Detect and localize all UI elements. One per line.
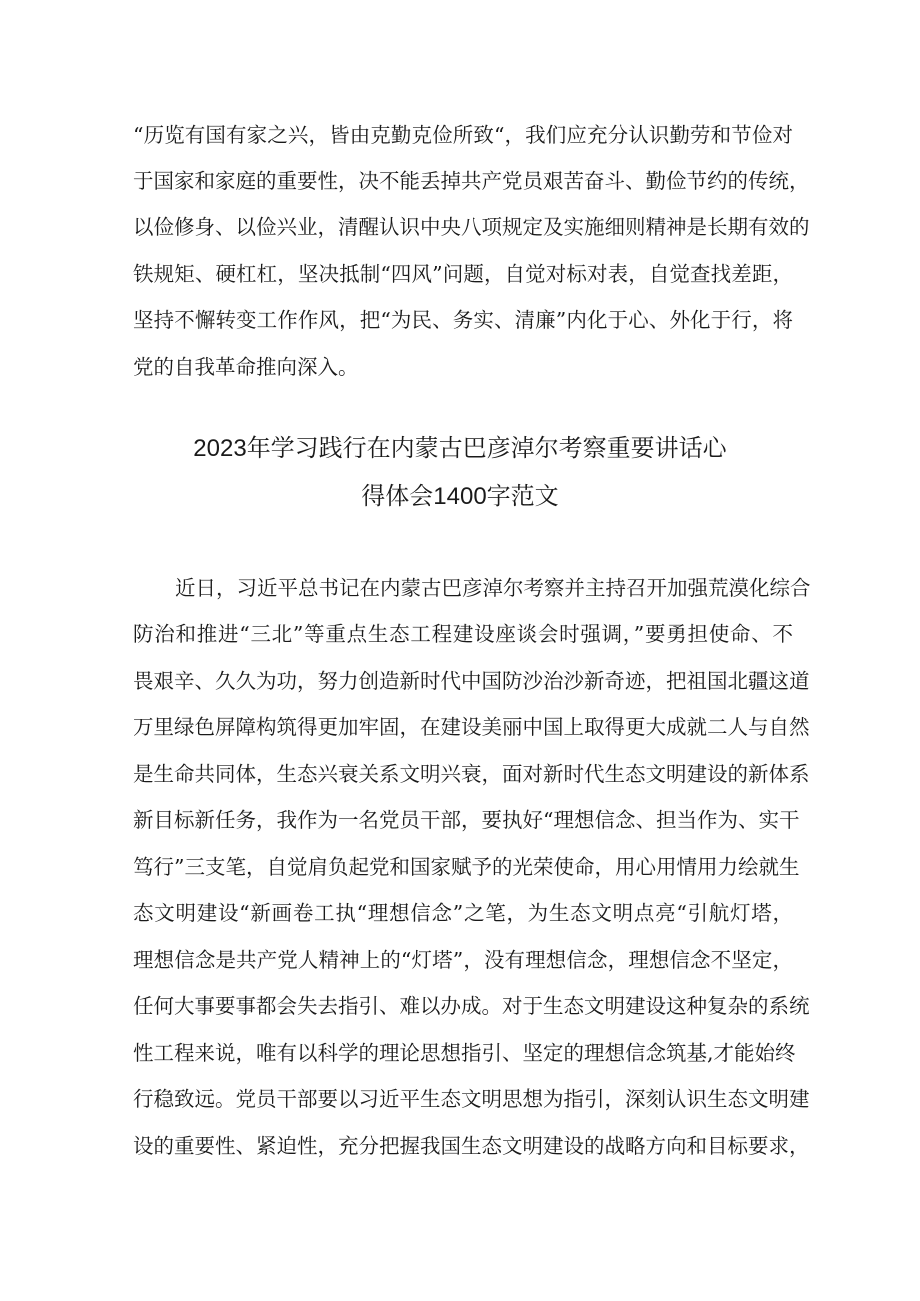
title-line-2: 得体会1400字范文 [361,483,559,510]
text-line: 畏艰辛、久久为功，努力创造新时代中国防沙治沙新奇迹，把祖国北疆这道 [133,669,810,693]
text-line: 理想信念是共产党人精神上的“灯塔”，没有理想信念，理想信念不坚定， [133,948,793,972]
text-line: 新目标新任务，我作为一名党员干部，要执好“理想信念、担当作为、实干 [133,808,800,832]
text-line: 笃行”三支笔，自觉肩负起党和国家赋予的光荣使命，用心用情用力绘就生 [133,855,800,879]
title-line-1: 2023年学习践行在内蒙古巴彦淖尔考察重要讲话心 [193,435,727,462]
text-line: 坚持不懈转变工作作风，把“为民、务实、清廉”内化于心、外化于行，将 [133,308,793,332]
text-line: 铁规矩、硬杠杠，坚决抵制“四风”问题，自觉对标对表，自觉查找差距， [133,262,793,286]
text-line: 以俭修身、以俭兴业，清醒认识中央八项规定及实施细则精神是长期有效的 [133,215,810,239]
text-line: 近日，习近平总书记在内蒙古巴彦淖尔考察并主持召开加强荒漠化综合 [175,576,811,600]
text-line: 行稳致远。党员干部要以习近平生态文明思想为指引，深刻认识生态文明建 [133,1087,810,1111]
text-line: 设的重要性、紧迫性，充分把握我国生态文明建设的战略方向和目标要求， [133,1134,810,1158]
text-line: 是生命共同体，生态兴衰关系文明兴衰，面对新时代生态文明建设的新体系 [133,762,810,786]
text-line: 于国家和家庭的重要性，决不能丢掉共产党员艰苦奋斗、勤俭节约的传统， [133,169,810,193]
text-line: “历览有国有家之兴，皆由克勤克俭所致“，我们应充分认识勤劳和节俭对 [133,123,793,147]
text-line: 态文明建设“新画卷工执“理想信念”之笔，为生态文明点亮“引航灯塔， [133,901,793,925]
text-line: 性工程来说，唯有以科学的理论思想指引、坚定的理想信念筑基,才能始终 [133,1041,796,1065]
text-line: 党的自我革命推向深入。 [133,355,359,379]
text-line: 任何大事要事都会失去指引、难以办成。对于生态文明建设这种复杂的系统 [133,994,810,1018]
text-line: 防治和推进“三北”等重点生态工程建设座谈会时强调，”要勇担使命、不 [133,622,793,646]
text-line: 万里绿色屏障构筑得更加牢固，在建设美丽中国上取得更大成就二人与自然 [133,715,810,739]
